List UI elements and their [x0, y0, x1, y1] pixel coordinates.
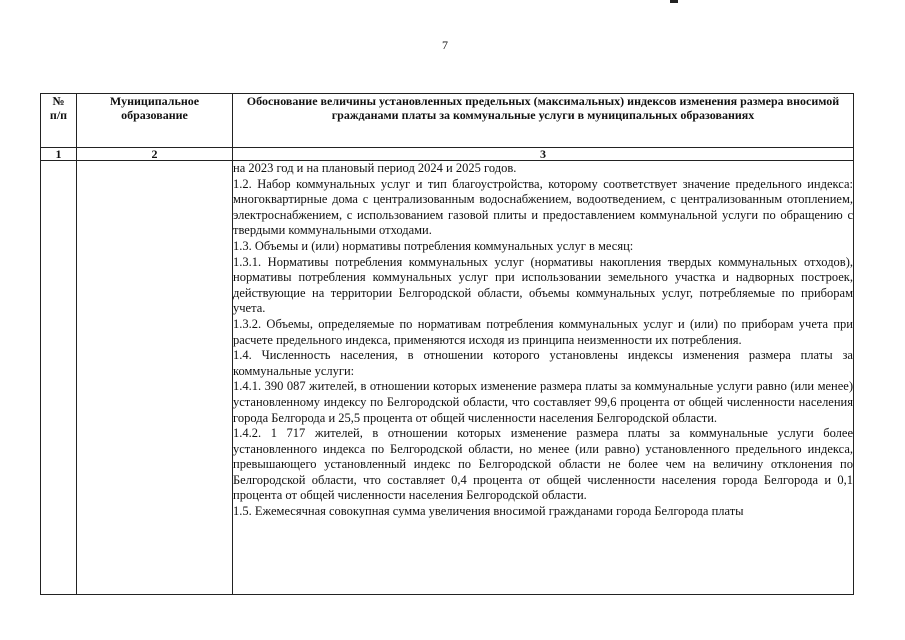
header-justification: Обоснование величины установленных предельных (максимальных) индексов изменения размера вносимой гражданами платы за коммунальные услуги в муниципальных образованиях [233, 94, 854, 148]
number-cell [41, 161, 77, 595]
table-header-row [41, 94, 854, 148]
column-number-2: 2 [77, 148, 233, 161]
header-municipality: Муниципальное образование [77, 94, 233, 148]
paragraph: 1.3. Объемы и (или) нормативы потребления коммунальных услуг в месяц: [233, 238, 634, 253]
justification-cell [233, 161, 854, 595]
table-row [41, 161, 854, 595]
municipality-cell [77, 161, 233, 595]
paragraph: 1.4.1. 390 087 жителей, в отношении которых изменение размера платы за коммунальные услуги равно (или менее) установленному индексу по Белгородской области, что составляет 99,6 процента от общей численности населения города Белгорода и 25,5 процента от общей численности населения Белгородской области. [233, 379, 853, 425]
header-number: № п/п [41, 94, 77, 148]
column-number-1: 1 [41, 148, 77, 161]
page-number: 7 [442, 38, 448, 52]
paragraph: 1.4. Численность населения, в отношении которого установлены индексы изменения размера платы за коммунальные услуги: [233, 348, 853, 378]
paragraph: 1.4.2. 1 717 жителей, в отношении которых изменение размера платы за коммунальные услуги более установленного индекса по Белгородской области, но менее (или равно) установленного предельного индекса, превышающего установленный индекс по Белгородской области не более чем на величину отклонения по Белгородской области, что составляет 0,4 процента от общей численности населения города Белгорода и 0,1 процента от общей численности населения Белгородской области. [233, 426, 853, 503]
paragraph: 1.3.2. Объемы, определяемые по нормативам потребления коммунальных услуг и (или) по приборам учета при расчете предельного индекса, применяются исходя из принципа неизменности их потребления. [233, 316, 853, 347]
column-number-row [41, 148, 854, 161]
column-number-3: 3 [233, 148, 854, 161]
scan-mark [670, 0, 678, 3]
paragraph: 1.3.1. Нормативы потребления коммунальных услуг (нормативы накопления твердых коммунальных отходов), нормативы потребления коммунальных услуг при использовании земельного участка и надворных построек, действующие на территории Белгородской области, объемы коммунальных услуг, потребляемые по приборам учета. [233, 254, 853, 316]
paragraph: 1.2. Набор коммунальных услуг и тип благоустройства, которому соответствует значение предельного индекса: многоквартирные дома с централизованным водоснабжением, водоотведением, с централизованным отоплением, электроснабжением, с использованием газовой плиты и предоставлением коммунальной услуги по обращению с твердыми коммунальными отходами. [233, 176, 853, 238]
paragraph: на 2023 год и на плановый период 2024 и 2025 годов. [233, 161, 517, 175]
paragraph: 1.5. Ежемесячная совокупная сумма увеличения вносимой гражданами города Белгорода платы [233, 504, 744, 519]
justification-table [40, 93, 854, 595]
